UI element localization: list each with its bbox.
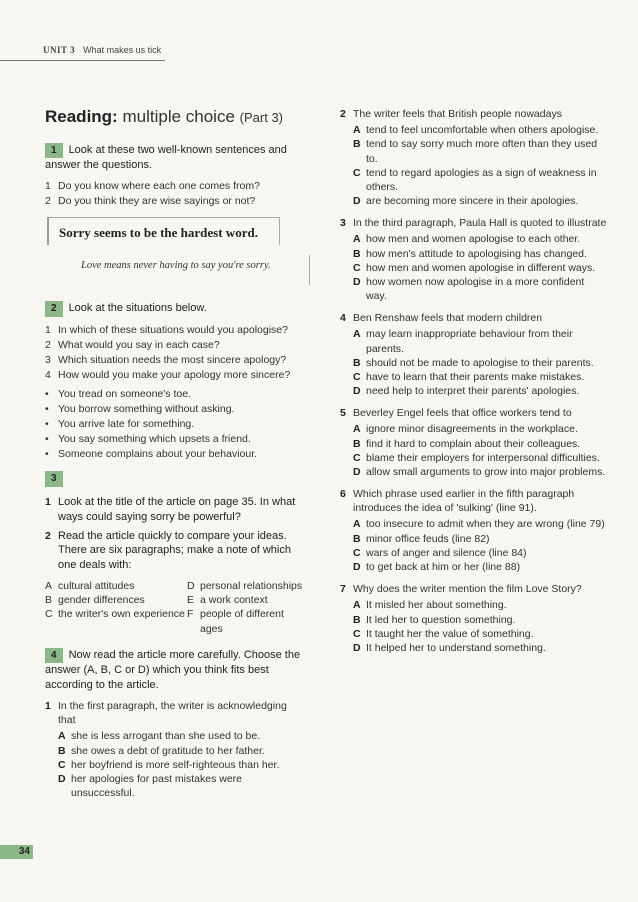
bullet-icon: • bbox=[45, 387, 49, 400]
answer-letter: B bbox=[353, 437, 361, 450]
header-rule bbox=[0, 60, 165, 61]
paragraph-topic-options bbox=[45, 579, 307, 636]
answer-text: wars of anger and silence (line 84) bbox=[366, 546, 527, 559]
answer-letter: D bbox=[353, 385, 361, 398]
answer-option bbox=[353, 613, 608, 627]
answer-letter: B bbox=[58, 744, 66, 757]
answer-text: It helped her to understand something. bbox=[366, 641, 546, 654]
answer-text: It misled her about something. bbox=[366, 599, 507, 612]
bullet-icon: • bbox=[45, 417, 49, 430]
answer-option bbox=[353, 422, 608, 436]
option-item bbox=[45, 579, 187, 593]
quote-sorry: Sorry seems to be the hardest word. bbox=[47, 217, 280, 246]
answer-option bbox=[353, 546, 608, 560]
answer-option bbox=[353, 137, 608, 165]
list-item bbox=[45, 402, 307, 416]
answer-text: ignore minor disagreements in the workplace. bbox=[366, 423, 578, 436]
answer-text: tend to say sorry much more often than they used to. bbox=[366, 138, 598, 165]
option-item bbox=[45, 607, 187, 635]
option-item bbox=[187, 579, 307, 593]
question-number: 2 bbox=[340, 108, 346, 120]
answer-option bbox=[353, 247, 608, 261]
item-number: 2 bbox=[45, 195, 51, 208]
answer-option bbox=[353, 641, 608, 655]
page-number: 34 bbox=[0, 845, 33, 859]
answer-text: need help to interpret their parents' apologies. bbox=[366, 385, 580, 398]
option-text: cultural attitudes bbox=[58, 580, 135, 593]
unit-label: UNIT 3 bbox=[43, 45, 76, 55]
section-title bbox=[45, 106, 307, 129]
item-number: 1 bbox=[45, 495, 51, 508]
question-stem: Why does the writer mention the film Love Story? bbox=[353, 583, 582, 596]
answer-list bbox=[340, 327, 608, 398]
answer-text: too insecure to admit when they are wrong (line 79) bbox=[366, 518, 605, 531]
list-item bbox=[45, 387, 307, 401]
answer-letter: B bbox=[353, 613, 361, 626]
item-text: Do you know where each one comes from? bbox=[58, 180, 260, 193]
answer-text: her apologies for past mistakes were unsuccessful. bbox=[71, 772, 242, 800]
question-stem: The writer feels that British people nowadays bbox=[353, 108, 562, 120]
answer-list bbox=[340, 422, 608, 479]
question-stem: Which phrase used earlier in the fifth paragraph introduces the idea of 'sulking' (line 91). bbox=[353, 488, 575, 515]
item-text: You tread on someone's toe. bbox=[58, 387, 191, 400]
item-number: 4 bbox=[45, 369, 51, 382]
answer-option bbox=[353, 261, 608, 275]
mc-question bbox=[340, 216, 608, 303]
answer-option bbox=[353, 598, 608, 612]
bullet-icon: • bbox=[45, 402, 49, 415]
answer-letter: D bbox=[353, 641, 361, 654]
task4-text: Now read the article more carefully. Choose the answer (A, B, C or D) which you think fits best according to the article. bbox=[45, 648, 301, 692]
answer-letter: A bbox=[353, 599, 361, 612]
option-letter: C bbox=[45, 608, 53, 621]
answer-option bbox=[353, 123, 608, 137]
answer-letter: C bbox=[353, 451, 361, 464]
task1-badge: 1 bbox=[45, 143, 63, 159]
answer-letter: D bbox=[353, 195, 361, 208]
task1-text: Look at these two well-known sentences and answer the questions. bbox=[45, 143, 287, 172]
answer-option bbox=[353, 275, 608, 303]
option-text: a work context bbox=[200, 594, 268, 607]
bullet-icon: • bbox=[45, 448, 49, 461]
list-item bbox=[45, 179, 307, 193]
task2-text: Look at the situations below. bbox=[68, 302, 207, 315]
answer-option bbox=[58, 772, 307, 800]
question-stem: Ben Renshaw feels that modern children bbox=[353, 312, 543, 325]
answer-text: tend to feel uncomfortable when others apologise. bbox=[366, 124, 599, 137]
answer-text: tend to regard apologies as a sign of weakness in others. bbox=[366, 166, 597, 193]
list-item bbox=[45, 194, 307, 208]
answer-option bbox=[353, 437, 608, 451]
unit-title: What makes us tick bbox=[83, 45, 162, 55]
option-text: the writer's own experience bbox=[58, 608, 185, 621]
answer-option bbox=[353, 327, 608, 355]
task3-items bbox=[45, 495, 307, 573]
list-item bbox=[45, 529, 307, 574]
question-stem: Beverley Engel feels that office workers tend to bbox=[353, 407, 572, 420]
answer-letter: C bbox=[353, 546, 361, 559]
item-text: You arrive late for something. bbox=[58, 417, 195, 430]
answer-option bbox=[353, 232, 608, 246]
answer-text: have to learn that their parents make mistakes. bbox=[366, 370, 585, 383]
answer-option bbox=[353, 166, 608, 194]
section-title-main: Reading: bbox=[45, 107, 118, 126]
left-column bbox=[45, 106, 307, 808]
answer-list bbox=[45, 729, 307, 800]
answer-letter: D bbox=[353, 560, 361, 573]
item-text: Look at the title of the article on page 35. In what ways could saying sorry be powerful? bbox=[58, 495, 296, 523]
answer-list bbox=[340, 598, 608, 655]
list-item bbox=[45, 447, 307, 461]
answer-text: should not be made to apologise to their parents. bbox=[366, 356, 594, 369]
answer-text: It taught her the value of something. bbox=[366, 627, 534, 640]
answer-text: her boyfriend is more self-righteous than her. bbox=[71, 758, 280, 771]
option-letter: D bbox=[187, 580, 195, 593]
option-letter: A bbox=[45, 580, 53, 593]
answer-text: blame their employers for interpersonal difficulties. bbox=[366, 451, 600, 464]
question-number: 1 bbox=[45, 699, 51, 712]
option-letter: F bbox=[187, 608, 194, 621]
question-number: 3 bbox=[340, 217, 346, 230]
item-text: In which of these situations would you apologise? bbox=[58, 323, 288, 336]
bullet-icon: • bbox=[45, 433, 49, 446]
list-item bbox=[45, 417, 307, 431]
list-item bbox=[45, 353, 307, 367]
item-number: 2 bbox=[45, 529, 51, 542]
task2-instruction bbox=[45, 301, 307, 317]
option-letter: E bbox=[187, 594, 195, 607]
item-number: 2 bbox=[45, 339, 51, 352]
answer-letter: A bbox=[58, 730, 66, 743]
right-column bbox=[340, 107, 608, 663]
task4-instruction bbox=[45, 648, 307, 693]
answer-letter: A bbox=[353, 328, 361, 341]
answer-option bbox=[353, 532, 608, 546]
answer-option bbox=[58, 758, 307, 772]
answer-text: how men and women apologise to each other. bbox=[366, 233, 581, 246]
answer-option bbox=[353, 370, 608, 384]
task1-instruction bbox=[45, 143, 307, 173]
mc-question bbox=[340, 406, 608, 479]
item-text: Someone complains about your behaviour. bbox=[58, 448, 258, 461]
answer-text: how men and women apologise in different ways. bbox=[366, 261, 596, 274]
unit-header bbox=[43, 44, 161, 56]
answer-text: minor office feuds (line 82) bbox=[366, 532, 490, 545]
option-text: people of different ages bbox=[200, 608, 284, 635]
mc-question bbox=[340, 311, 608, 398]
mc-question bbox=[45, 699, 307, 800]
option-item bbox=[187, 593, 307, 607]
task2-situations bbox=[45, 387, 307, 462]
list-item bbox=[45, 368, 307, 382]
answer-text: may learn inappropriate behaviour from their parents. bbox=[366, 328, 573, 355]
answer-text: how men's attitude to apologising has changed. bbox=[366, 247, 587, 260]
option-text: gender differences bbox=[58, 594, 145, 607]
list-item bbox=[45, 323, 307, 337]
mc-questions-2-7 bbox=[340, 107, 608, 655]
answer-option bbox=[353, 356, 608, 370]
answer-letter: B bbox=[353, 532, 361, 545]
answer-letter: B bbox=[353, 247, 361, 260]
answer-text: how women now apologise in a more confident way. bbox=[366, 275, 585, 303]
answer-option bbox=[58, 729, 307, 743]
question-number: 7 bbox=[340, 583, 346, 596]
answer-text: are becoming more sincere in their apologies. bbox=[366, 195, 579, 208]
mc-question-1 bbox=[45, 699, 307, 800]
answer-letter: D bbox=[353, 275, 361, 288]
answer-option bbox=[58, 744, 307, 758]
answer-option bbox=[353, 517, 608, 531]
answer-letter: C bbox=[353, 370, 361, 383]
answer-letter: A bbox=[353, 233, 361, 246]
item-text: Which situation needs the most sincere apology? bbox=[58, 354, 287, 367]
item-text: How would you make your apology more sincere? bbox=[58, 369, 291, 382]
option-item bbox=[187, 607, 307, 635]
answer-letter: C bbox=[353, 261, 361, 274]
answer-list bbox=[340, 517, 608, 574]
task4-badge: 4 bbox=[45, 648, 63, 664]
answer-option bbox=[353, 560, 608, 574]
answer-letter: A bbox=[353, 518, 361, 531]
answer-option bbox=[353, 627, 608, 641]
option-item bbox=[45, 593, 187, 607]
option-text: personal relationships bbox=[200, 580, 303, 593]
item-text: What would you say in each case? bbox=[58, 339, 220, 352]
answer-text: she owes a debt of gratitude to her father. bbox=[71, 744, 265, 757]
list-item bbox=[45, 338, 307, 352]
answer-text: allow small arguments to grow into major problems. bbox=[366, 465, 606, 478]
question-number: 5 bbox=[340, 407, 346, 420]
item-text: Do you think they are wise sayings or not? bbox=[58, 195, 256, 208]
answer-list bbox=[340, 232, 608, 303]
task2-questions bbox=[45, 323, 307, 383]
task3-badge: 3 bbox=[45, 471, 63, 487]
answer-letter: C bbox=[353, 166, 361, 179]
mc-question bbox=[340, 107, 608, 208]
list-item bbox=[45, 432, 307, 446]
answer-letter: B bbox=[353, 138, 361, 151]
item-text: You say something which upsets a friend. bbox=[58, 433, 251, 446]
question-stem: In the first paragraph, the writer is acknowledging that bbox=[58, 699, 287, 727]
task3 bbox=[45, 471, 307, 635]
question-stem: In the third paragraph, Paula Hall is quoted to illustrate bbox=[353, 217, 607, 230]
answer-list bbox=[340, 123, 608, 208]
answer-letter: C bbox=[353, 627, 361, 640]
answer-option bbox=[353, 465, 608, 479]
item-number: 3 bbox=[45, 354, 51, 367]
answer-letter: A bbox=[353, 124, 361, 137]
answer-letter: D bbox=[58, 772, 66, 785]
question-number: 4 bbox=[340, 312, 346, 325]
answer-letter: C bbox=[58, 758, 66, 771]
answer-letter: B bbox=[353, 356, 361, 369]
answer-letter: A bbox=[353, 423, 361, 436]
item-text: You borrow something without asking. bbox=[58, 402, 235, 415]
section-title-sub: multiple choice bbox=[122, 107, 235, 126]
answer-text: she is less arrogant than she used to be. bbox=[71, 730, 261, 743]
question-number: 6 bbox=[340, 488, 346, 501]
option-letter: B bbox=[45, 594, 53, 607]
answer-text: to get back at him or her (line 88) bbox=[366, 560, 521, 573]
list-item bbox=[45, 495, 307, 525]
mc-question bbox=[340, 487, 608, 574]
task2-badge: 2 bbox=[45, 301, 63, 317]
section-title-part: (Part 3) bbox=[239, 110, 283, 125]
quote-love: Love means never having to say you're sorry. bbox=[81, 255, 310, 285]
item-number: 1 bbox=[45, 323, 51, 336]
task1-questions bbox=[45, 179, 307, 208]
mc-question bbox=[340, 582, 608, 655]
answer-option bbox=[353, 451, 608, 465]
answer-letter: D bbox=[353, 465, 361, 478]
answer-option bbox=[353, 194, 608, 208]
item-number: 1 bbox=[45, 180, 51, 193]
item-text: Read the article quickly to compare your ideas. There are six paragraphs; make a note of which one deals with: bbox=[58, 529, 291, 572]
answer-option bbox=[353, 384, 608, 398]
answer-text: find it hard to complain about their colleagues. bbox=[366, 437, 581, 450]
answer-text: It led her to question something. bbox=[366, 613, 516, 626]
